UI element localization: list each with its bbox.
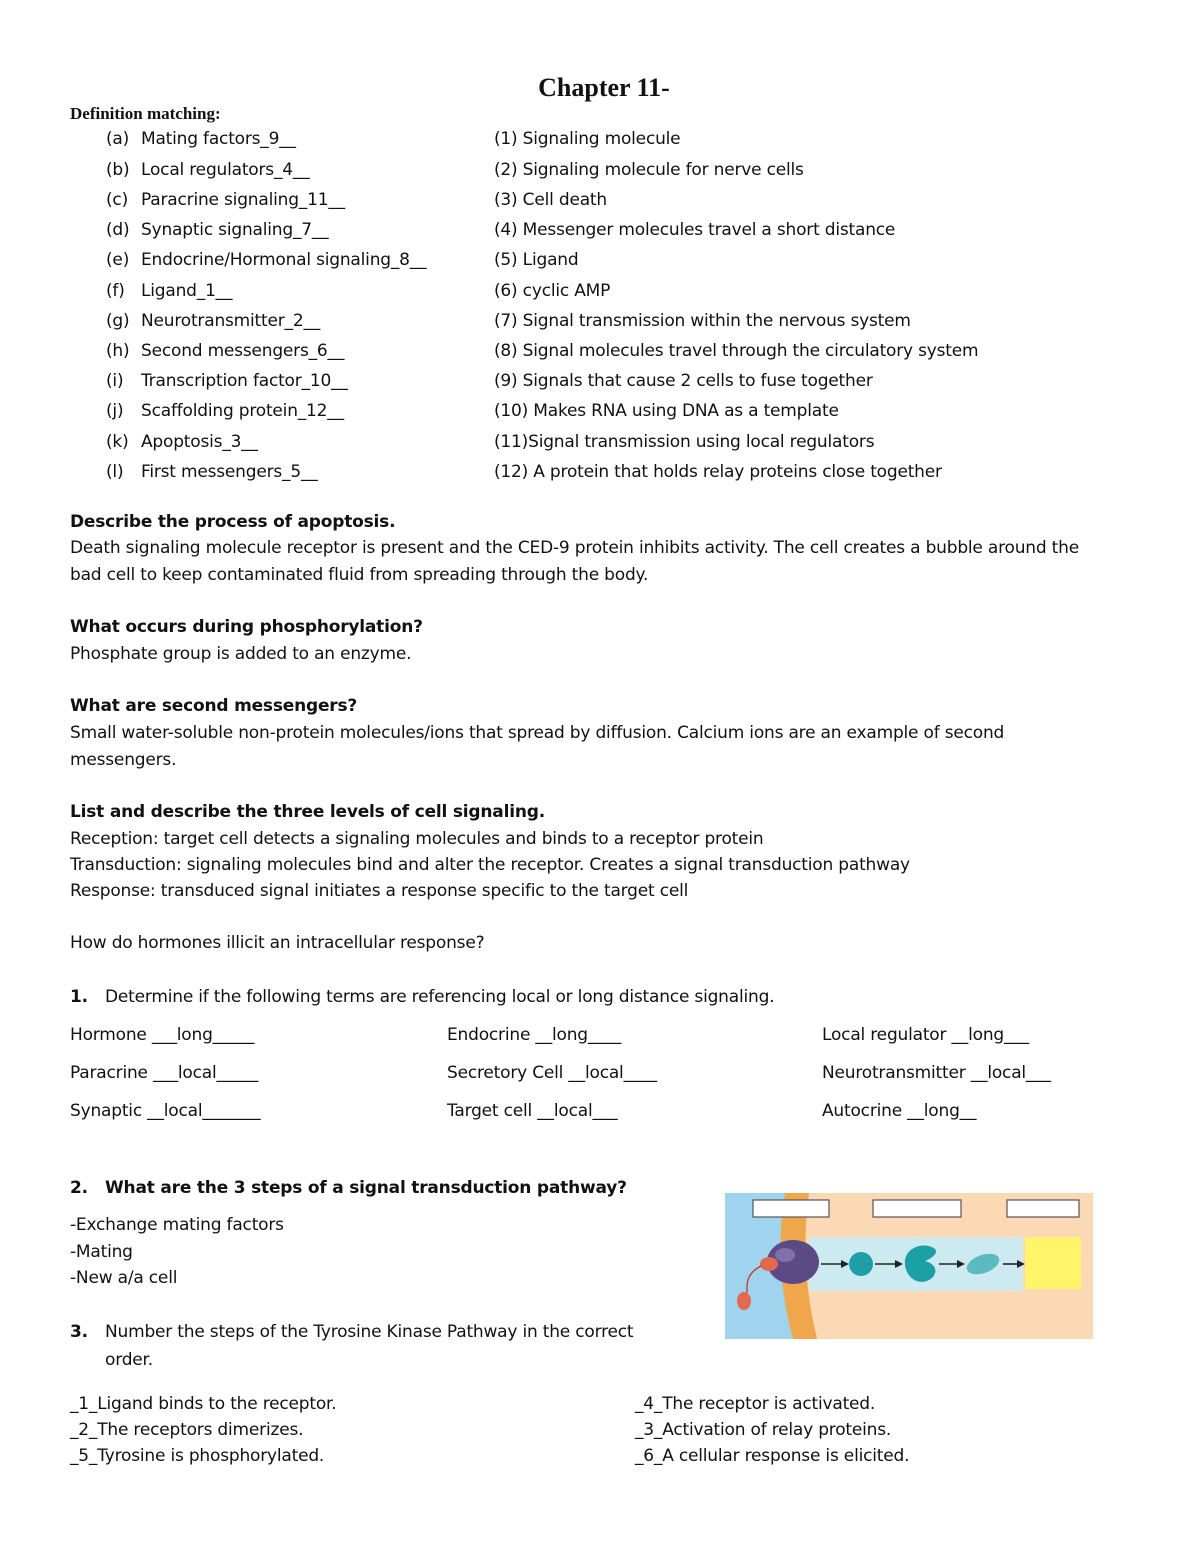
- matching-left-term: Paracrine signaling_11__: [141, 190, 345, 210]
- q1-prompt: [70, 987, 774, 1007]
- matching-left-item: [106, 281, 232, 301]
- q2-answer-3: -New a/a cell: [70, 1268, 178, 1288]
- q3-step-right: _6_A cellular response is elicited.: [635, 1446, 910, 1466]
- matching-right-definition: (5) Ligand: [494, 250, 579, 270]
- matching-left-item: [106, 462, 318, 482]
- q3-number: 3.: [70, 1322, 88, 1342]
- q1-term-cell: Secretory Cell __local____: [447, 1063, 657, 1083]
- matching-left-item: [106, 160, 309, 180]
- matching-left-term: Neurotransmitter_2__: [141, 311, 321, 331]
- q3-step-right: _4_The receptor is activated.: [635, 1394, 876, 1414]
- matching-right-definition: (1) Signaling molecule: [494, 129, 681, 149]
- q3-text-line2: order.: [105, 1350, 153, 1370]
- second-messengers-question: What are second messengers?: [70, 696, 358, 716]
- levels-question: List and describe the three levels of cell signaling.: [70, 802, 545, 822]
- q2-number: 2.: [70, 1178, 88, 1198]
- receptor-highlight: [775, 1248, 795, 1262]
- matching-left-item: [106, 401, 344, 421]
- matching-left-term: Mating factors_9__: [141, 129, 296, 149]
- matching-left-item: [106, 311, 320, 331]
- label-box-transduction: [873, 1200, 961, 1217]
- matching-left-term: Transcription factor_10__: [141, 371, 348, 391]
- q3-step-left: _5_Tyrosine is phosphorylated.: [70, 1446, 325, 1466]
- label-box-response: [1007, 1200, 1079, 1217]
- matching-left-term: Scaffolding protein_12__: [141, 401, 344, 421]
- q3-step-right: _3_Activation of relay proteins.: [635, 1420, 892, 1440]
- signal-transduction-figure: [725, 1193, 1093, 1339]
- matching-left-item: [106, 371, 348, 391]
- matching-left-marker: (k): [106, 432, 129, 452]
- matching-heading: Definition matching:: [70, 104, 221, 123]
- matching-left-marker: (d): [106, 220, 130, 240]
- second-messengers-answer-line1: Small water-soluble non-protein molecules/ions that spread by diffusion. Calcium ions are an example of second: [70, 723, 1005, 743]
- q2-prompt: [70, 1178, 627, 1198]
- matching-left-item: [106, 432, 258, 452]
- matching-left-marker: (f): [106, 281, 125, 301]
- relay-protein-1: [849, 1252, 873, 1276]
- label-box-reception: [753, 1200, 829, 1217]
- matching-left-term: Synaptic signaling_7__: [141, 220, 329, 240]
- matching-right-definition: (7) Signal transmission within the nervous system: [494, 311, 911, 331]
- hormones-question: How do hormones illicit an intracellular response?: [70, 933, 485, 953]
- phosphorylation-question: What occurs during phosphorylation?: [70, 617, 423, 637]
- matching-left-marker: (j): [106, 401, 124, 421]
- matching-left-marker: (l): [106, 462, 124, 482]
- q1-term-cell: Paracrine ___local_____: [70, 1063, 259, 1083]
- matching-left-term: Endocrine/Hormonal signaling_8__: [141, 250, 427, 270]
- matching-left-term: Ligand_1__: [141, 281, 233, 301]
- q3-prompt-line1: [70, 1322, 633, 1342]
- matching-left-item: [106, 250, 426, 270]
- matching-left-marker: (a): [106, 129, 130, 149]
- matching-right-definition: (12) A protein that holds relay proteins close together: [494, 462, 942, 482]
- apoptosis-question: Describe the process of apoptosis.: [70, 512, 396, 532]
- q3-step-left: _2_The receptors dimerizes.: [70, 1420, 304, 1440]
- q1-term-cell: Hormone ___long_____: [70, 1025, 255, 1045]
- matching-right-definition: (4) Messenger molecules travel a short distance: [494, 220, 896, 240]
- matching-left-item: [106, 129, 296, 149]
- matching-left-term: Second messengers_6__: [141, 341, 345, 361]
- matching-left-marker: (b): [106, 160, 130, 180]
- matching-left-item: [106, 341, 344, 361]
- matching-left-marker: (g): [106, 311, 130, 331]
- q1-term-cell: Local regulator __long___: [822, 1025, 1029, 1045]
- matching-left-term: First messengers_5__: [141, 462, 318, 482]
- levels-transduction: Transduction: signaling molecules bind and alter the receptor. Creates a signal transduction pathway: [70, 855, 910, 875]
- q3-text-line1: Number the steps of the Tyrosine Kinase Pathway in the correct: [105, 1322, 634, 1342]
- q2-text: What are the 3 steps of a signal transduction pathway?: [105, 1178, 627, 1198]
- matching-left-item: [106, 190, 345, 210]
- second-messengers-answer-line2: messengers.: [70, 750, 177, 770]
- matching-left-marker: (h): [106, 341, 130, 361]
- matching-right-definition: (8) Signal molecules travel through the circulatory system: [494, 341, 979, 361]
- q1-term-cell: Neurotransmitter __local___: [822, 1063, 1051, 1083]
- bound-ligand: [760, 1257, 778, 1271]
- matching-left-marker: (c): [106, 190, 129, 210]
- apoptosis-answer-line1: Death signaling molecule receptor is present and the CED-9 protein inhibits activity. The cell creates a bubble around the: [70, 538, 1079, 558]
- matching-left-term: Apoptosis_3__: [141, 432, 258, 452]
- phosphorylation-answer: Phosphate group is added to an enzyme.: [70, 644, 412, 664]
- q2-answer-1: -Exchange mating factors: [70, 1215, 284, 1235]
- levels-reception: Reception: target cell detects a signaling molecules and binds to a receptor protein: [70, 829, 764, 849]
- q1-text: Determine if the following terms are referencing local or long distance signaling.: [105, 987, 775, 1007]
- matching-right-definition: (3) Cell death: [494, 190, 607, 210]
- levels-response: Response: transduced signal initiates a response specific to the target cell: [70, 881, 689, 901]
- free-ligand: [737, 1292, 751, 1310]
- matching-right-definition: (2) Signaling molecule for nerve cells: [494, 160, 804, 180]
- q1-term-cell: Synaptic __local_______: [70, 1101, 261, 1121]
- q1-term-cell: Endocrine __long____: [447, 1025, 622, 1045]
- q3-step-left: _1_Ligand binds to the receptor.: [70, 1394, 337, 1414]
- matching-right-definition: (11)Signal transmission using local regulators: [494, 432, 875, 452]
- matching-right-definition: (6) cyclic AMP: [494, 281, 611, 301]
- cellular-response-box: [1025, 1237, 1081, 1289]
- matching-left-item: [106, 220, 328, 240]
- page-title: Chapter 11-: [538, 73, 670, 102]
- q1-number: 1.: [70, 987, 88, 1007]
- q2-answer-2: -Mating: [70, 1242, 133, 1262]
- matching-left-marker: (i): [106, 371, 124, 391]
- matching-left-term: Local regulators_4__: [141, 160, 310, 180]
- matching-right-definition: (10) Makes RNA using DNA as a template: [494, 401, 839, 421]
- q1-term-cell: Target cell __local___: [447, 1101, 618, 1121]
- q1-term-cell: Autocrine __long__: [822, 1101, 977, 1121]
- apoptosis-answer-line2: bad cell to keep contaminated fluid from spreading through the body.: [70, 565, 649, 585]
- matching-right-definition: (9) Signals that cause 2 cells to fuse together: [494, 371, 873, 391]
- matching-left-marker: (e): [106, 250, 130, 270]
